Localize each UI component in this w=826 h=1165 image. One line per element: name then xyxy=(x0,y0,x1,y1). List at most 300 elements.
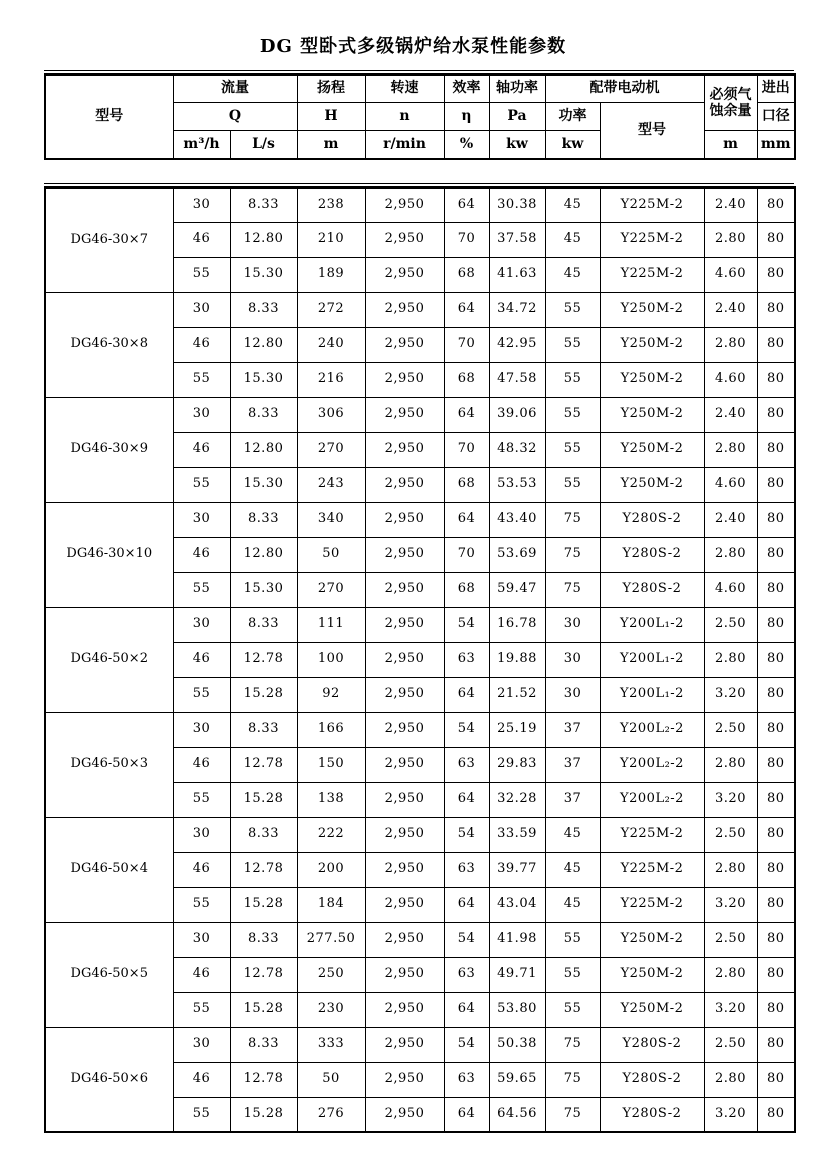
table-row xyxy=(45,1027,795,1062)
data-cell-npsh_m: 2.80 xyxy=(704,642,757,677)
data-cell-npsh_m: 2.80 xyxy=(704,957,757,992)
data-cell-efficiency_pct: 64 xyxy=(444,187,489,222)
data-cell-npsh_m: 3.20 xyxy=(704,887,757,922)
header-shaft-power: 轴功率 xyxy=(489,75,545,103)
data-cell-q_m3h: 55 xyxy=(173,362,230,397)
header-npsh-unit: m xyxy=(704,131,757,159)
header-shaft-power-symbol: Pa xyxy=(489,103,545,131)
data-cell-npsh_m: 2.80 xyxy=(704,1062,757,1097)
data-cell-shaft_power_kw: 39.77 xyxy=(489,852,545,887)
data-cell-port_mm: 80 xyxy=(757,537,795,572)
header-motor: 配带电动机 xyxy=(545,75,704,103)
data-cell-npsh_m: 2.50 xyxy=(704,1027,757,1062)
data-cell-q_m3h: 30 xyxy=(173,187,230,222)
data-cell-port_mm: 80 xyxy=(757,292,795,327)
header-port-line2: 口径 xyxy=(757,103,795,131)
header-table xyxy=(44,73,796,160)
data-cell-q_ls: 8.33 xyxy=(230,817,297,852)
data-cell-npsh_m: 2.80 xyxy=(704,222,757,257)
data-cell-efficiency_pct: 64 xyxy=(444,782,489,817)
data-cell-head_m: 166 xyxy=(297,712,365,747)
data-cell-shaft_power_kw: 49.71 xyxy=(489,957,545,992)
data-cell-head_m: 111 xyxy=(297,607,365,642)
data-cell-q_ls: 12.80 xyxy=(230,222,297,257)
header-efficiency: 效率 xyxy=(444,75,489,103)
data-cell-port_mm: 80 xyxy=(757,887,795,922)
data-cell-motor_power_kw: 75 xyxy=(545,1027,600,1062)
table-row xyxy=(45,502,795,537)
data-cell-motor_model: Y250M-2 xyxy=(600,957,704,992)
data-cell-motor_model: Y200L₁-2 xyxy=(600,642,704,677)
data-cell-motor_power_kw: 55 xyxy=(545,467,600,502)
data-cell-motor_model: Y200L₁-2 xyxy=(600,607,704,642)
data-cell-motor_model: Y225M-2 xyxy=(600,852,704,887)
data-cell-q_m3h: 30 xyxy=(173,922,230,957)
data-cell-motor_model: Y250M-2 xyxy=(600,362,704,397)
data-cell-q_m3h: 46 xyxy=(173,222,230,257)
data-cell-efficiency_pct: 54 xyxy=(444,607,489,642)
data-cell-head_m: 216 xyxy=(297,362,365,397)
data-cell-npsh_m: 3.20 xyxy=(704,992,757,1027)
data-cell-q_ls: 12.80 xyxy=(230,327,297,362)
data-cell-q_ls: 8.33 xyxy=(230,607,297,642)
data-cell-speed_rmin: 2,950 xyxy=(365,537,444,572)
data-cell-efficiency_pct: 70 xyxy=(444,327,489,362)
data-cell-head_m: 50 xyxy=(297,537,365,572)
data-cell-speed_rmin: 2,950 xyxy=(365,1062,444,1097)
data-cell-head_m: 150 xyxy=(297,747,365,782)
data-cell-motor_model: Y225M-2 xyxy=(600,222,704,257)
data-cell-efficiency_pct: 54 xyxy=(444,922,489,957)
table-row xyxy=(45,187,795,222)
data-cell-q_ls: 15.28 xyxy=(230,677,297,712)
data-cell-head_m: 238 xyxy=(297,187,365,222)
data-cell-npsh_m: 4.60 xyxy=(704,257,757,292)
data-cell-q_ls: 8.33 xyxy=(230,187,297,222)
data-cell-shaft_power_kw: 59.47 xyxy=(489,572,545,607)
data-cell-motor_power_kw: 55 xyxy=(545,432,600,467)
data-cell-speed_rmin: 2,950 xyxy=(365,642,444,677)
data-cell-port_mm: 80 xyxy=(757,1097,795,1132)
data-cell-head_m: 50 xyxy=(297,1062,365,1097)
data-cell-shaft_power_kw: 32.28 xyxy=(489,782,545,817)
data-cell-efficiency_pct: 68 xyxy=(444,257,489,292)
data-cell-efficiency_pct: 54 xyxy=(444,817,489,852)
header-flow: 流量 xyxy=(173,75,297,103)
data-cell-speed_rmin: 2,950 xyxy=(365,1097,444,1132)
data-cell-motor_power_kw: 75 xyxy=(545,1062,600,1097)
data-cell-head_m: 222 xyxy=(297,817,365,852)
data-cell-npsh_m: 3.20 xyxy=(704,1097,757,1132)
data-cell-q_m3h: 46 xyxy=(173,852,230,887)
data-cell-port_mm: 80 xyxy=(757,362,795,397)
data-cell-motor_power_kw: 75 xyxy=(545,1097,600,1132)
data-cell-shaft_power_kw: 29.83 xyxy=(489,747,545,782)
header-speed-unit: r/min xyxy=(365,131,444,159)
data-cell-shaft_power_kw: 64.56 xyxy=(489,1097,545,1132)
data-cell-npsh_m: 2.40 xyxy=(704,502,757,537)
data-cell-shaft_power_kw: 25.19 xyxy=(489,712,545,747)
data-cell-npsh_m: 4.60 xyxy=(704,467,757,502)
data-cell-shaft_power_kw: 47.58 xyxy=(489,362,545,397)
data-cell-efficiency_pct: 70 xyxy=(444,222,489,257)
data-cell-motor_power_kw: 30 xyxy=(545,607,600,642)
data-cell-efficiency_pct: 63 xyxy=(444,747,489,782)
data-cell-q_m3h: 55 xyxy=(173,887,230,922)
table-row xyxy=(45,817,795,852)
data-cell-speed_rmin: 2,950 xyxy=(365,397,444,432)
pump-model-cell: DG46-30×9 xyxy=(45,397,173,502)
data-cell-npsh_m: 2.40 xyxy=(704,187,757,222)
data-cell-speed_rmin: 2,950 xyxy=(365,922,444,957)
data-cell-head_m: 184 xyxy=(297,887,365,922)
data-cell-head_m: 210 xyxy=(297,222,365,257)
header-flow-unit-m3h: m³/h xyxy=(173,131,230,159)
data-cell-efficiency_pct: 54 xyxy=(444,1027,489,1062)
data-cell-head_m: 333 xyxy=(297,1027,365,1062)
data-cell-port_mm: 80 xyxy=(757,257,795,292)
data-cell-efficiency_pct: 63 xyxy=(444,642,489,677)
data-cell-speed_rmin: 2,950 xyxy=(365,992,444,1027)
data-cell-q_m3h: 46 xyxy=(173,537,230,572)
data-cell-efficiency_pct: 68 xyxy=(444,572,489,607)
data-cell-shaft_power_kw: 39.06 xyxy=(489,397,545,432)
data-cell-shaft_power_kw: 16.78 xyxy=(489,607,545,642)
data-cell-q_ls: 12.78 xyxy=(230,747,297,782)
data-cell-q_m3h: 30 xyxy=(173,502,230,537)
data-cell-q_ls: 15.30 xyxy=(230,572,297,607)
pump-model-cell: DG46-50×2 xyxy=(45,607,173,712)
header-shaft-power-unit: kw xyxy=(489,131,545,159)
data-cell-port_mm: 80 xyxy=(757,782,795,817)
data-cell-shaft_power_kw: 41.98 xyxy=(489,922,545,957)
header-motor-model: 型号 xyxy=(600,103,704,159)
pump-model-cell: DG46-50×6 xyxy=(45,1027,173,1132)
data-cell-q_ls: 15.30 xyxy=(230,467,297,502)
data-cell-motor_power_kw: 75 xyxy=(545,502,600,537)
data-cell-efficiency_pct: 54 xyxy=(444,712,489,747)
header-speed: 转速 xyxy=(365,75,444,103)
data-cell-speed_rmin: 2,950 xyxy=(365,957,444,992)
data-cell-q_m3h: 46 xyxy=(173,747,230,782)
data-cell-efficiency_pct: 63 xyxy=(444,852,489,887)
header-npsh xyxy=(704,75,757,131)
data-cell-npsh_m: 2.80 xyxy=(704,537,757,572)
data-cell-port_mm: 80 xyxy=(757,327,795,362)
header-motor-power: 功率 xyxy=(545,103,600,131)
data-cell-port_mm: 80 xyxy=(757,992,795,1027)
data-cell-head_m: 272 xyxy=(297,292,365,327)
data-cell-motor_power_kw: 45 xyxy=(545,222,600,257)
data-cell-head_m: 270 xyxy=(297,432,365,467)
data-cell-efficiency_pct: 64 xyxy=(444,1097,489,1132)
data-cell-speed_rmin: 2,950 xyxy=(365,327,444,362)
body-table-rule xyxy=(44,183,794,1134)
data-cell-speed_rmin: 2,950 xyxy=(365,292,444,327)
data-cell-npsh_m: 2.80 xyxy=(704,432,757,467)
data-cell-q_ls: 15.28 xyxy=(230,887,297,922)
data-cell-head_m: 277.50 xyxy=(297,922,365,957)
table-row xyxy=(45,712,795,747)
pump-model-cell: DG46-30×8 xyxy=(45,292,173,397)
data-cell-motor_model: Y250M-2 xyxy=(600,922,704,957)
data-cell-q_ls: 15.28 xyxy=(230,1097,297,1132)
data-cell-head_m: 270 xyxy=(297,572,365,607)
data-cell-q_m3h: 55 xyxy=(173,677,230,712)
data-cell-motor_model: Y280S-2 xyxy=(600,572,704,607)
data-cell-motor_power_kw: 45 xyxy=(545,257,600,292)
data-cell-q_m3h: 30 xyxy=(173,712,230,747)
data-cell-q_ls: 12.78 xyxy=(230,1062,297,1097)
data-cell-motor_model: Y280S-2 xyxy=(600,1062,704,1097)
data-cell-q_m3h: 30 xyxy=(173,1027,230,1062)
data-cell-q_m3h: 55 xyxy=(173,572,230,607)
data-cell-head_m: 276 xyxy=(297,1097,365,1132)
data-cell-speed_rmin: 2,950 xyxy=(365,852,444,887)
data-cell-motor_model: Y280S-2 xyxy=(600,502,704,537)
data-cell-q_ls: 12.78 xyxy=(230,642,297,677)
data-cell-npsh_m: 3.20 xyxy=(704,782,757,817)
data-cell-head_m: 240 xyxy=(297,327,365,362)
data-cell-port_mm: 80 xyxy=(757,607,795,642)
table-row xyxy=(45,607,795,642)
data-cell-motor_power_kw: 37 xyxy=(545,712,600,747)
data-cell-port_mm: 80 xyxy=(757,957,795,992)
data-cell-shaft_power_kw: 19.88 xyxy=(489,642,545,677)
data-cell-head_m: 138 xyxy=(297,782,365,817)
data-cell-motor_model: Y200L₂-2 xyxy=(600,712,704,747)
data-cell-q_ls: 8.33 xyxy=(230,502,297,537)
header-motor-power-unit: kw xyxy=(545,131,600,159)
data-cell-motor_model: Y200L₂-2 xyxy=(600,782,704,817)
data-cell-q_ls: 12.78 xyxy=(230,852,297,887)
pump-model-cell: DG46-30×10 xyxy=(45,502,173,607)
data-cell-motor_model: Y225M-2 xyxy=(600,257,704,292)
data-cell-motor_model: Y280S-2 xyxy=(600,1027,704,1062)
data-cell-npsh_m: 2.80 xyxy=(704,747,757,782)
data-cell-speed_rmin: 2,950 xyxy=(365,747,444,782)
data-cell-motor_power_kw: 45 xyxy=(545,887,600,922)
data-cell-speed_rmin: 2,950 xyxy=(365,817,444,852)
data-cell-npsh_m: 2.50 xyxy=(704,712,757,747)
data-cell-shaft_power_kw: 42.95 xyxy=(489,327,545,362)
data-cell-port_mm: 80 xyxy=(757,222,795,257)
data-cell-motor_power_kw: 45 xyxy=(545,817,600,852)
data-cell-shaft_power_kw: 50.38 xyxy=(489,1027,545,1062)
data-cell-shaft_power_kw: 43.04 xyxy=(489,887,545,922)
data-cell-shaft_power_kw: 34.72 xyxy=(489,292,545,327)
data-cell-speed_rmin: 2,950 xyxy=(365,502,444,537)
data-cell-q_ls: 15.30 xyxy=(230,362,297,397)
data-cell-q_m3h: 46 xyxy=(173,957,230,992)
data-cell-motor_model: Y200L₂-2 xyxy=(600,747,704,782)
data-cell-efficiency_pct: 64 xyxy=(444,502,489,537)
header-port-line1: 进出 xyxy=(757,75,795,103)
header-port-unit: mm xyxy=(757,131,795,159)
pump-model-cell: DG46-50×4 xyxy=(45,817,173,922)
data-cell-efficiency_pct: 70 xyxy=(444,432,489,467)
header-efficiency-symbol: η xyxy=(444,103,489,131)
data-cell-q_ls: 12.80 xyxy=(230,537,297,572)
data-cell-shaft_power_kw: 53.69 xyxy=(489,537,545,572)
data-cell-motor_power_kw: 55 xyxy=(545,957,600,992)
pump-model-cell: DG46-50×5 xyxy=(45,922,173,1027)
data-cell-speed_rmin: 2,950 xyxy=(365,712,444,747)
data-cell-npsh_m: 3.20 xyxy=(704,677,757,712)
data-cell-npsh_m: 2.40 xyxy=(704,397,757,432)
data-cell-motor_model: Y225M-2 xyxy=(600,817,704,852)
data-cell-npsh_m: 2.50 xyxy=(704,817,757,852)
data-cell-q_ls: 12.80 xyxy=(230,432,297,467)
data-cell-q_m3h: 46 xyxy=(173,432,230,467)
data-cell-head_m: 92 xyxy=(297,677,365,712)
header-table-rule xyxy=(44,70,794,160)
page-title: DG 型卧式多级锅炉给水泵性能参数 xyxy=(259,36,567,57)
data-cell-q_m3h: 55 xyxy=(173,1097,230,1132)
table-row xyxy=(45,397,795,432)
header-head-unit: m xyxy=(297,131,365,159)
data-cell-port_mm: 80 xyxy=(757,852,795,887)
data-cell-efficiency_pct: 63 xyxy=(444,1062,489,1097)
data-cell-port_mm: 80 xyxy=(757,187,795,222)
data-cell-head_m: 230 xyxy=(297,992,365,1027)
data-cell-motor_power_kw: 75 xyxy=(545,537,600,572)
header-model: 型号 xyxy=(45,75,173,159)
header-npsh-line2: 蚀余量 xyxy=(709,103,752,119)
data-cell-port_mm: 80 xyxy=(757,677,795,712)
data-cell-efficiency_pct: 70 xyxy=(444,537,489,572)
pump-model-cell: DG46-50×3 xyxy=(45,712,173,817)
data-cell-motor_model: Y250M-2 xyxy=(600,327,704,362)
data-cell-port_mm: 80 xyxy=(757,1027,795,1062)
data-cell-motor_power_kw: 55 xyxy=(545,292,600,327)
data-cell-q_ls: 8.33 xyxy=(230,922,297,957)
data-cell-motor_model: Y250M-2 xyxy=(600,992,704,1027)
data-cell-motor_model: Y250M-2 xyxy=(600,397,704,432)
data-cell-efficiency_pct: 64 xyxy=(444,397,489,432)
data-cell-motor_power_kw: 55 xyxy=(545,327,600,362)
header-flow-symbol: Q xyxy=(173,103,297,131)
data-cell-motor_power_kw: 37 xyxy=(545,747,600,782)
data-cell-motor_power_kw: 30 xyxy=(545,677,600,712)
data-cell-port_mm: 80 xyxy=(757,817,795,852)
data-cell-speed_rmin: 2,950 xyxy=(365,887,444,922)
data-cell-q_m3h: 30 xyxy=(173,817,230,852)
data-cell-q_m3h: 46 xyxy=(173,327,230,362)
header-efficiency-unit: % xyxy=(444,131,489,159)
data-cell-efficiency_pct: 64 xyxy=(444,292,489,327)
data-cell-q_m3h: 30 xyxy=(173,292,230,327)
data-cell-speed_rmin: 2,950 xyxy=(365,1027,444,1062)
data-cell-motor_power_kw: 75 xyxy=(545,572,600,607)
data-cell-npsh_m: 2.80 xyxy=(704,327,757,362)
data-cell-q_m3h: 55 xyxy=(173,257,230,292)
data-cell-shaft_power_kw: 43.40 xyxy=(489,502,545,537)
data-cell-q_ls: 15.28 xyxy=(230,782,297,817)
data-cell-speed_rmin: 2,950 xyxy=(365,572,444,607)
data-cell-motor_power_kw: 45 xyxy=(545,187,600,222)
data-cell-speed_rmin: 2,950 xyxy=(365,607,444,642)
data-cell-q_m3h: 55 xyxy=(173,992,230,1027)
data-cell-port_mm: 80 xyxy=(757,432,795,467)
data-cell-motor_model: Y280S-2 xyxy=(600,1097,704,1132)
data-cell-efficiency_pct: 64 xyxy=(444,677,489,712)
header-speed-symbol: n xyxy=(365,103,444,131)
data-cell-head_m: 340 xyxy=(297,502,365,537)
header-head-symbol: H xyxy=(297,103,365,131)
data-cell-shaft_power_kw: 33.59 xyxy=(489,817,545,852)
data-cell-speed_rmin: 2,950 xyxy=(365,362,444,397)
data-cell-motor_power_kw: 55 xyxy=(545,922,600,957)
header-flow-unit-ls: L/s xyxy=(230,131,297,159)
data-cell-port_mm: 80 xyxy=(757,747,795,782)
table-row xyxy=(45,292,795,327)
data-cell-shaft_power_kw: 21.52 xyxy=(489,677,545,712)
data-cell-port_mm: 80 xyxy=(757,397,795,432)
data-cell-shaft_power_kw: 41.63 xyxy=(489,257,545,292)
data-cell-port_mm: 80 xyxy=(757,467,795,502)
data-cell-q_m3h: 55 xyxy=(173,782,230,817)
data-cell-q_m3h: 30 xyxy=(173,397,230,432)
data-cell-port_mm: 80 xyxy=(757,922,795,957)
data-cell-head_m: 243 xyxy=(297,467,365,502)
data-cell-port_mm: 80 xyxy=(757,572,795,607)
data-cell-npsh_m: 2.50 xyxy=(704,922,757,957)
data-cell-efficiency_pct: 63 xyxy=(444,957,489,992)
data-cell-motor_model: Y200L₁-2 xyxy=(600,677,704,712)
data-cell-q_ls: 8.33 xyxy=(230,1027,297,1062)
header-npsh-line1: 必须气 xyxy=(709,86,752,103)
header-head: 扬程 xyxy=(297,75,365,103)
data-cell-motor_model: Y250M-2 xyxy=(600,292,704,327)
data-cell-q_m3h: 30 xyxy=(173,607,230,642)
data-cell-port_mm: 80 xyxy=(757,642,795,677)
table-row xyxy=(45,922,795,957)
data-cell-npsh_m: 4.60 xyxy=(704,572,757,607)
data-cell-q_ls: 8.33 xyxy=(230,397,297,432)
data-cell-head_m: 250 xyxy=(297,957,365,992)
data-cell-motor_model: Y225M-2 xyxy=(600,187,704,222)
data-cell-shaft_power_kw: 30.38 xyxy=(489,187,545,222)
data-cell-motor_model: Y225M-2 xyxy=(600,887,704,922)
data-cell-head_m: 189 xyxy=(297,257,365,292)
data-cell-npsh_m: 2.50 xyxy=(704,607,757,642)
data-cell-speed_rmin: 2,950 xyxy=(365,677,444,712)
data-cell-head_m: 306 xyxy=(297,397,365,432)
pump-model-cell: DG46-30×7 xyxy=(45,187,173,292)
data-cell-speed_rmin: 2,950 xyxy=(365,222,444,257)
data-cell-head_m: 100 xyxy=(297,642,365,677)
pump-data-table xyxy=(44,186,796,1134)
data-cell-shaft_power_kw: 48.32 xyxy=(489,432,545,467)
data-cell-motor_power_kw: 30 xyxy=(545,642,600,677)
data-cell-motor_model: Y250M-2 xyxy=(600,467,704,502)
data-cell-motor_power_kw: 37 xyxy=(545,782,600,817)
data-cell-speed_rmin: 2,950 xyxy=(365,187,444,222)
data-cell-q_m3h: 46 xyxy=(173,1062,230,1097)
data-cell-port_mm: 80 xyxy=(757,712,795,747)
data-cell-motor_power_kw: 55 xyxy=(545,362,600,397)
data-cell-q_m3h: 55 xyxy=(173,467,230,502)
data-cell-shaft_power_kw: 53.80 xyxy=(489,992,545,1027)
data-cell-q_ls: 8.33 xyxy=(230,292,297,327)
data-cell-motor_model: Y280S-2 xyxy=(600,537,704,572)
data-cell-motor_power_kw: 55 xyxy=(545,397,600,432)
data-cell-q_ls: 8.33 xyxy=(230,712,297,747)
data-cell-npsh_m: 2.80 xyxy=(704,852,757,887)
data-cell-q_ls: 15.28 xyxy=(230,992,297,1027)
data-cell-q_m3h: 46 xyxy=(173,642,230,677)
